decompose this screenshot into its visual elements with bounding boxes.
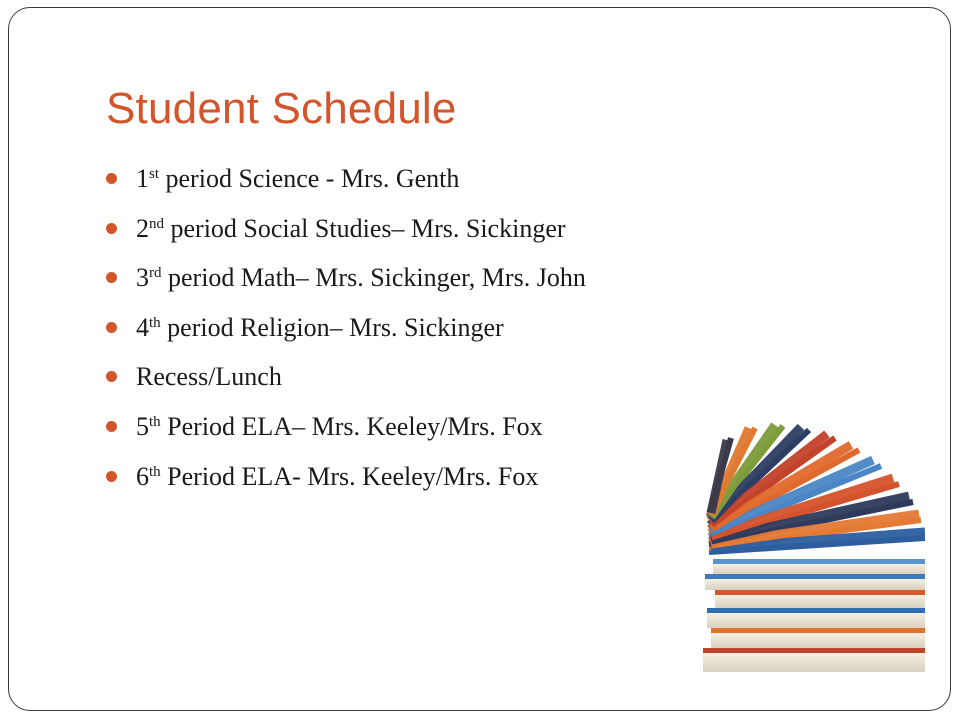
- bullet-icon: [106, 371, 117, 382]
- books-stack-icon: [703, 420, 925, 672]
- ordinal-suffix: th: [149, 463, 161, 480]
- bullet-icon: [106, 322, 117, 333]
- schedule-item-text: period Social Studies– Mrs. Sickinger: [170, 213, 566, 243]
- bullet-icon: [106, 471, 117, 482]
- slide-title: Student Schedule: [106, 84, 457, 133]
- ordinal-suffix: th: [149, 413, 161, 430]
- ordinal-suffix: rd: [149, 265, 162, 282]
- schedule-item-text: period Religion– Mrs. Sickinger: [167, 312, 504, 342]
- period-number: 6: [136, 461, 149, 491]
- schedule-item-text: period Science - Mrs. Genth: [165, 164, 460, 193]
- period-number: 1: [136, 164, 149, 193]
- book-stack-lower: [703, 559, 925, 672]
- schedule-item-period-5: [106, 408, 586, 458]
- bullet-icon: [106, 272, 117, 283]
- schedule-item-recess-lunch: [106, 358, 586, 408]
- schedule-item-text: Period ELA- Mrs. Keeley/Mrs. Fox: [167, 461, 539, 491]
- period-number: 5: [136, 411, 149, 441]
- period-number: 4: [136, 312, 149, 342]
- ordinal-suffix: th: [149, 314, 161, 331]
- ordinal-suffix: st: [149, 166, 160, 182]
- period-number: 2: [136, 213, 149, 243]
- schedule-item-text: Period ELA– Mrs. Keeley/Mrs. Fox: [167, 411, 543, 441]
- schedule-item-period-1: [106, 160, 586, 210]
- bullet-icon: [106, 421, 117, 432]
- schedule-item-text: Recess/Lunch: [136, 362, 282, 392]
- ordinal-suffix: nd: [149, 215, 164, 232]
- schedule-item-period-2: [106, 210, 586, 260]
- period-number: 3: [136, 263, 149, 293]
- bullet-icon: [106, 173, 117, 184]
- bullet-icon: [106, 223, 117, 234]
- schedule-item-period-4: [106, 309, 586, 359]
- schedule-item-period-3: [106, 259, 586, 309]
- schedule-item-period-6: [106, 458, 586, 508]
- schedule-list: [106, 160, 586, 507]
- schedule-item-text: period Math– Mrs. Sickinger, Mrs. John: [168, 263, 586, 293]
